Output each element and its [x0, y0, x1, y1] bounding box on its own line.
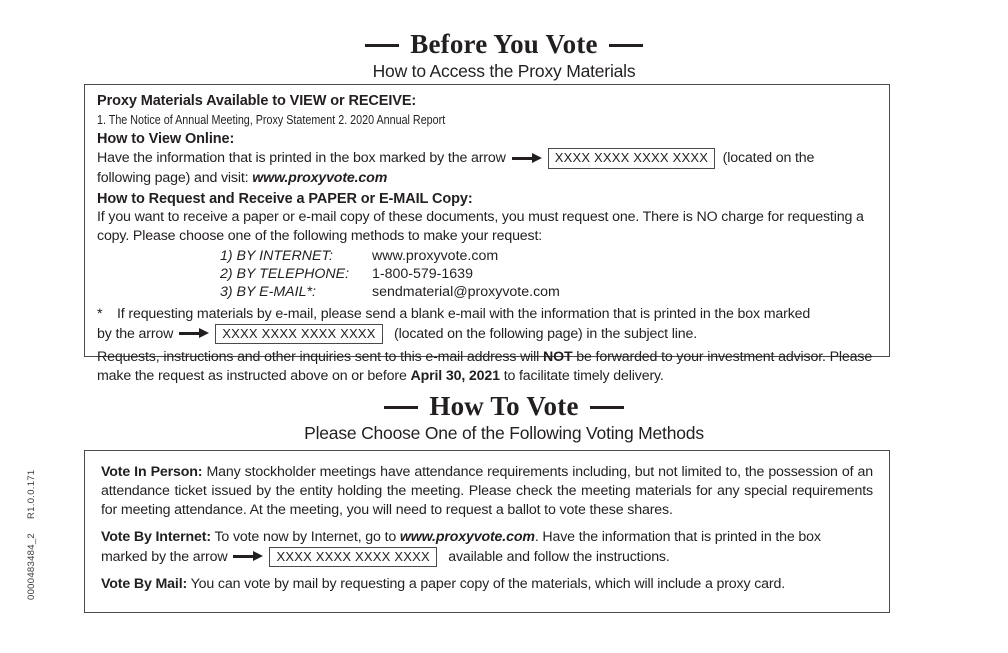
- view-online-paragraph: [97, 148, 877, 187]
- request-methods-list: [97, 247, 877, 302]
- voting-methods-panel: [84, 450, 890, 613]
- vote-in-person-text: Many stockholder meetings have attendance requirements including, but not limited to, the possession of an attendance ticket issued by the entity holding the meeting. Please check the meeting materials for any special requirements for meeting attendance. At the meeting, you will need to request a ballot to vote these shares.: [101, 464, 873, 518]
- closing-text-3: to facilitate timely delivery.: [503, 367, 664, 384]
- proxy-materials-panel: [84, 84, 890, 384]
- how-to-vote-subtitle: Please Choose One of the Following Voting Methods: [304, 423, 704, 444]
- footnote-text-3: (located on the following page) in the subject line.: [394, 325, 697, 342]
- method-value[interactable]: sendmaterial@proxyvote.com: [372, 284, 560, 301]
- method-label: 3) BY E-MAIL*:: [220, 284, 316, 301]
- method-label: 2) BY TELEPHONE:: [220, 266, 350, 283]
- available-heading: Proxy Materials Available to VIEW or RECEIVE:: [97, 93, 417, 109]
- vote-in-person-label: Vote In Person:: [101, 464, 203, 480]
- arrow-right-icon: [512, 153, 542, 165]
- arrow-right-icon: [179, 328, 209, 340]
- vote-by-internet-label: Vote By Internet:: [101, 528, 211, 545]
- available-items: 1. The Notice of Annual Meeting, Proxy Statement 2. 2020 Annual Report: [97, 112, 446, 127]
- view-online-text-1: Have the information that is printed in the box marked by the arrow: [97, 150, 506, 167]
- before-you-vote-subtitle: How to Access the Proxy Materials: [372, 61, 636, 82]
- how-to-vote-title: How To Vote: [429, 391, 579, 421]
- internet-text-2: . Have the information that is printed in the box: [534, 528, 821, 545]
- job-number-margin-text: [26, 440, 37, 600]
- vote-by-mail-text: You can vote by mail by requesting a paper copy of the materials, which will include a proxy card.: [190, 576, 785, 593]
- closing-deadline-date: April 30, 2021: [410, 367, 500, 384]
- how-to-vote-heading: [0, 392, 1008, 444]
- vote-by-mail-label: Vote By Mail:: [101, 576, 188, 593]
- footnote-text-1: If requesting materials by e-mail, please send a blank e-mail with the information that is printed in the box marked: [117, 305, 811, 322]
- method-value[interactable]: 1-800-579-1639: [372, 266, 473, 283]
- control-number-box-email: XXXX XXXX XXXX XXXX: [215, 324, 382, 345]
- internet-text-4: available and follow the instructions.: [448, 548, 670, 565]
- method-item: [97, 283, 877, 301]
- control-number-box-view: XXXX XXXX XXXX XXXX: [548, 148, 715, 169]
- email-footnote: [97, 305, 877, 344]
- dash-left-icon: [384, 406, 418, 409]
- footnote-asterisk: *: [97, 305, 103, 322]
- view-online-text-3: following page) and visit:: [97, 169, 249, 186]
- before-you-vote-title-row: [0, 30, 1008, 58]
- revision-code: R1.0.0.171: [26, 469, 37, 519]
- internet-text-1: To vote now by Internet, go to: [214, 528, 397, 545]
- view-online-text-2: (located on the: [722, 150, 815, 167]
- closing-paragraph: [97, 348, 877, 386]
- proxyvote-url-view[interactable]: www.proxyvote.com: [252, 169, 388, 186]
- how-to-vote-title-row: [0, 392, 1008, 420]
- internet-text-3: marked by the arrow: [101, 548, 228, 565]
- vote-in-person-paragraph: [101, 463, 873, 520]
- before-you-vote-title: Before You Vote: [410, 29, 598, 59]
- vote-by-mail-paragraph: [101, 575, 873, 594]
- closing-not-emphasis: NOT: [542, 349, 573, 366]
- arrow-right-icon: [233, 551, 263, 563]
- method-item: [97, 247, 877, 265]
- method-value[interactable]: www.proxyvote.com: [372, 248, 499, 265]
- request-heading: How to Request and Receive a PAPER or E-MAIL Copy:: [97, 190, 473, 207]
- before-you-vote-heading: [0, 30, 1008, 82]
- dash-left-icon: [365, 44, 399, 47]
- method-label: 1) BY INTERNET:: [220, 248, 333, 265]
- dash-right-icon: [609, 44, 643, 47]
- footnote-text-2: by the arrow: [97, 325, 174, 342]
- dash-right-icon: [590, 406, 624, 409]
- method-item: [97, 265, 877, 283]
- request-paragraph: If you want to receive a paper or e-mail copy of these documents, you must request one. There is NO charge for requesting a copy. Please choose one of the following methods to make your request:: [97, 209, 864, 245]
- vote-by-internet-paragraph: [101, 528, 873, 567]
- view-online-heading: How to View Online:: [97, 130, 235, 147]
- closing-text-2: be forwarded to your investment advisor. Please make the request as instructed above on or before: [97, 349, 873, 384]
- proxyvote-url-internet[interactable]: www.proxyvote.com: [399, 528, 535, 545]
- closing-text-1: Requests, instructions and other inquiries sent to this e-mail address will: [97, 349, 540, 366]
- job-number: 0000483484_2: [26, 532, 37, 600]
- control-number-box-internet: XXXX XXXX XXXX XXXX: [269, 547, 436, 568]
